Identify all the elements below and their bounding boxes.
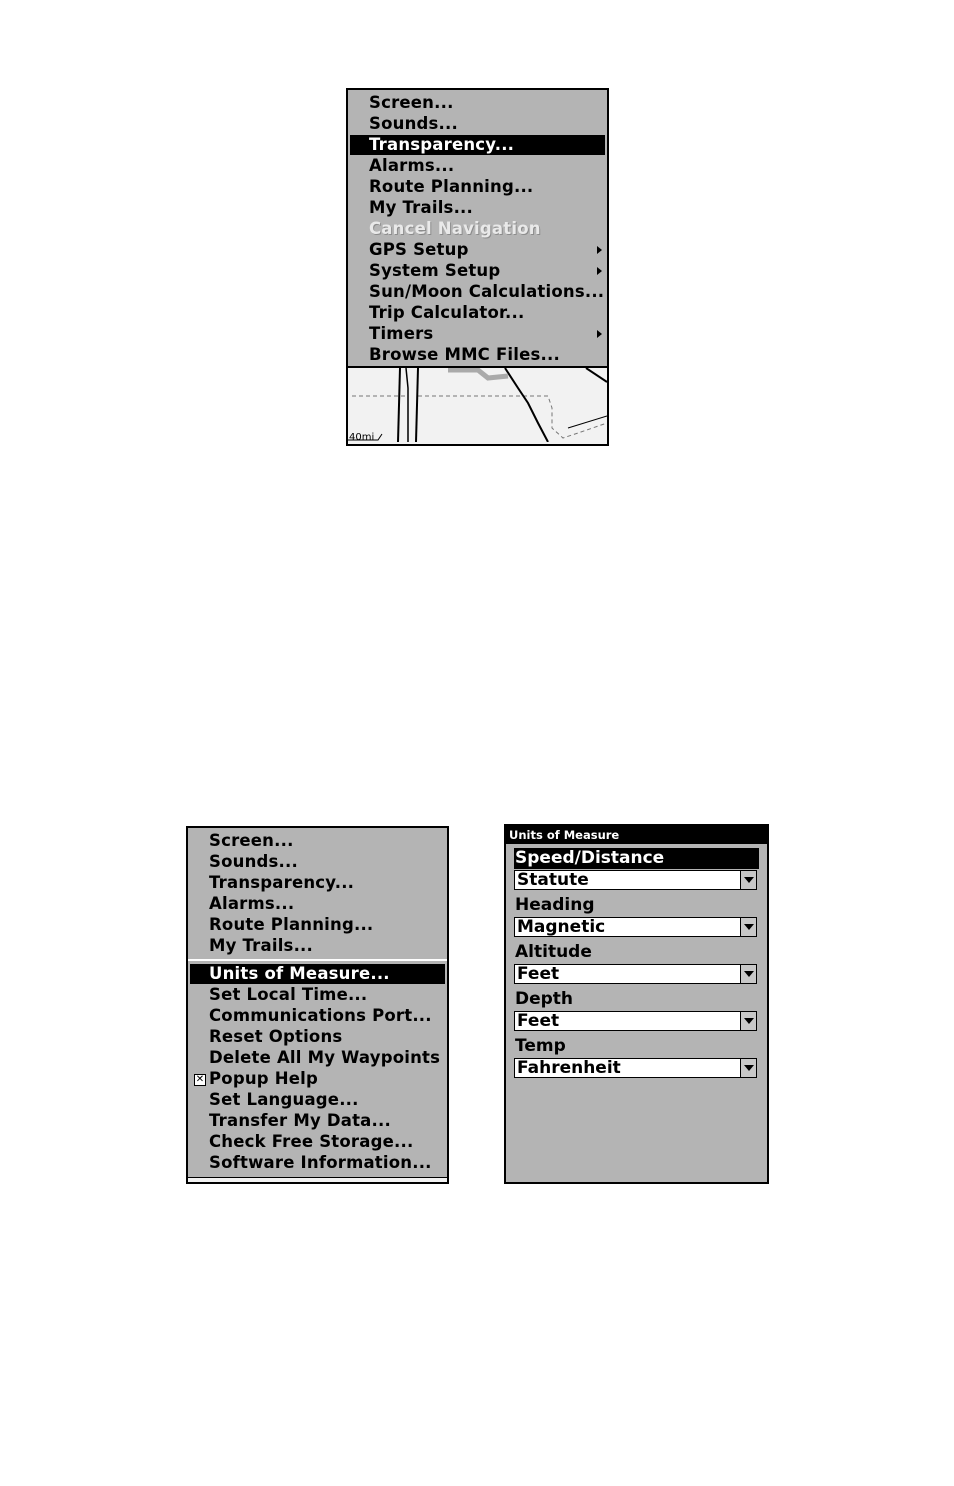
temp-label: Temp	[515, 1036, 566, 1056]
submenu-item-software-information[interactable]: Software Information...	[209, 1153, 432, 1172]
menu-item-cancel-navigation: Cancel Navigation	[369, 219, 541, 238]
main-menu-screen	[346, 88, 609, 446]
depth-label: Depth	[515, 989, 574, 1009]
dropdown-arrow-icon[interactable]	[740, 1012, 756, 1030]
system-setup-submenu	[188, 959, 447, 1180]
menu-item-browse-mmc[interactable]: Browse MMC Files...	[369, 345, 560, 364]
submenu-item-communications-port[interactable]: Communications Port...	[209, 1006, 432, 1025]
system-setup-screen	[186, 826, 449, 1184]
submenu-item-set-language[interactable]: Set Language...	[209, 1090, 359, 1109]
menu-item-screen[interactable]: Screen...	[369, 93, 454, 112]
submenu-item-check-free-storage[interactable]: Check Free Storage...	[209, 1132, 414, 1151]
submenu-item-popup-help[interactable]: ✕ Popup Help	[195, 1069, 319, 1088]
submenu-arrow-icon	[597, 267, 602, 275]
submenu-item-transfer-my-data[interactable]: Transfer My Data...	[209, 1111, 391, 1130]
temp-value: Fahrenheit	[517, 1058, 621, 1078]
menu-item-screen[interactable]: Screen...	[209, 831, 294, 850]
altitude-label: Altitude	[515, 942, 592, 962]
units-of-measure-dialog	[504, 824, 769, 1184]
menu-item-sounds[interactable]: Sounds...	[369, 114, 458, 133]
submenu-arrow-icon	[597, 330, 602, 338]
dropdown-arrow-icon[interactable]	[740, 918, 756, 936]
submenu-item-delete-all-waypoints[interactable]: Delete All My Waypoints	[209, 1048, 441, 1067]
menu-item-route-planning[interactable]: Route Planning...	[369, 177, 534, 196]
menu-item-my-trails[interactable]: My Trails...	[209, 936, 313, 955]
popup-help-checkbox[interactable]: ✕	[195, 1074, 205, 1085]
heading-value: Magnetic	[517, 917, 606, 937]
dropdown-arrow-icon[interactable]	[740, 1059, 756, 1077]
dropdown-arrow-icon[interactable]	[740, 965, 756, 983]
menu-item-alarms[interactable]: Alarms...	[209, 894, 295, 913]
menu-item-gps-setup[interactable]: GPS Setup	[350, 240, 605, 260]
depth-select[interactable]	[514, 1011, 757, 1031]
altitude-select[interactable]	[514, 964, 757, 984]
menu-item-sun-moon[interactable]: Sun/Moon Calculations...	[369, 282, 605, 301]
heading-label: Heading	[515, 895, 595, 915]
menu-item-route-planning[interactable]: Route Planning...	[209, 915, 374, 934]
submenu-item-set-local-time[interactable]: Set Local Time...	[209, 985, 368, 1004]
menu-item-trip-calculator[interactable]: Trip Calculator...	[369, 303, 525, 322]
speed-distance-label: Speed/Distance	[514, 848, 759, 869]
dialog-title: Units of Measure	[506, 826, 767, 844]
submenu-item-reset-options[interactable]: Reset Options	[209, 1027, 343, 1046]
map-preview-strip	[188, 1177, 447, 1182]
depth-value: Feet	[517, 1011, 560, 1031]
menu-item-timers[interactable]: Timers	[350, 324, 605, 344]
altitude-value: Feet	[517, 964, 560, 984]
submenu-item-units-of-measure[interactable]: Units of Measure...	[190, 964, 445, 984]
menu-item-alarms[interactable]: Alarms...	[369, 156, 455, 175]
heading-select[interactable]	[514, 917, 757, 937]
submenu-arrow-icon	[597, 246, 602, 254]
speed-distance-value: Statute	[517, 870, 589, 890]
temp-select[interactable]	[514, 1058, 757, 1078]
map-lines-graphic	[348, 368, 607, 442]
dropdown-arrow-icon[interactable]	[740, 871, 756, 889]
menu-item-my-trails[interactable]: My Trails...	[369, 198, 473, 217]
menu-item-transparency[interactable]: Transparency...	[350, 135, 605, 155]
menu-item-system-setup[interactable]: System Setup	[350, 261, 605, 281]
speed-distance-select[interactable]	[514, 870, 757, 890]
map-preview[interactable]	[348, 366, 607, 444]
menu-item-sounds[interactable]: Sounds...	[209, 852, 298, 871]
map-scale-label: 40mi	[349, 432, 375, 443]
menu-item-transparency[interactable]: Transparency...	[209, 873, 355, 892]
